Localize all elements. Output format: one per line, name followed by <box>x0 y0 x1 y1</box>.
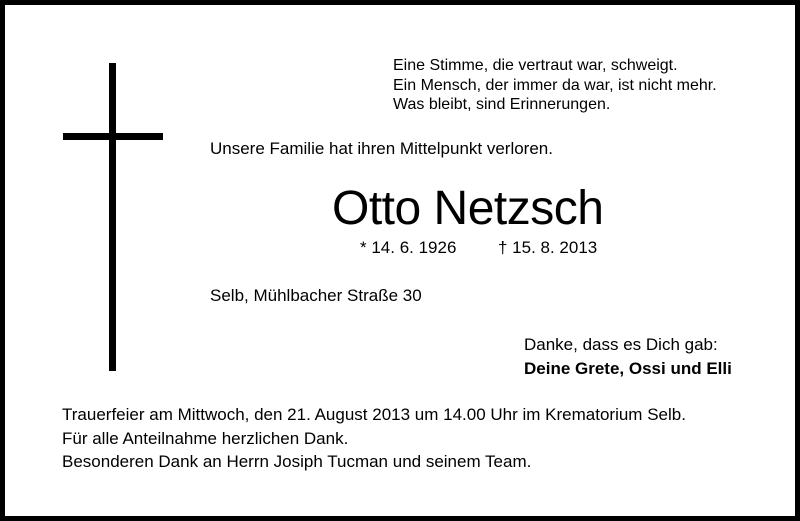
poem-line: Was bleibt, sind Erinnerungen. <box>393 96 611 113</box>
family-address: Selb, Mühlbacher Straße 30 <box>210 286 422 305</box>
cross-vertical-beam <box>109 63 116 371</box>
thanks-line: Danke, dass es Dich gab: <box>524 335 718 354</box>
memorial-poem <box>393 56 717 115</box>
special-thanks-line: Besonderen Dank an Herrn Josiph Tucman und seinem Team. <box>62 452 532 471</box>
service-info <box>62 403 686 474</box>
poem-line: Eine Stimme, die vertraut war, schweigt. <box>393 57 678 74</box>
cross-horizontal-beam <box>63 133 163 140</box>
family-statement: Unsere Familie hat ihren Mittelpunkt verloren. <box>210 139 553 158</box>
sympathy-thanks-line: Für alle Anteilnahme herzlichen Dank. <box>62 428 349 448</box>
birth-date: * 14. 6. 1926 <box>360 238 457 257</box>
death-date: † 15. 8. 2013 <box>498 238 598 257</box>
funeral-service-line: Trauerfeier am Mittwoch, den 21. August 2013 um 14.00 Uhr im Krematorium Selb. <box>62 405 686 424</box>
signers: Deine Grete, Ossi und Elli <box>524 359 732 378</box>
thanks-block <box>524 333 732 381</box>
deceased-name: Otto Netzsch <box>332 182 604 235</box>
poem-line: Ein Mensch, der immer da war, ist nicht mehr. <box>393 76 717 94</box>
